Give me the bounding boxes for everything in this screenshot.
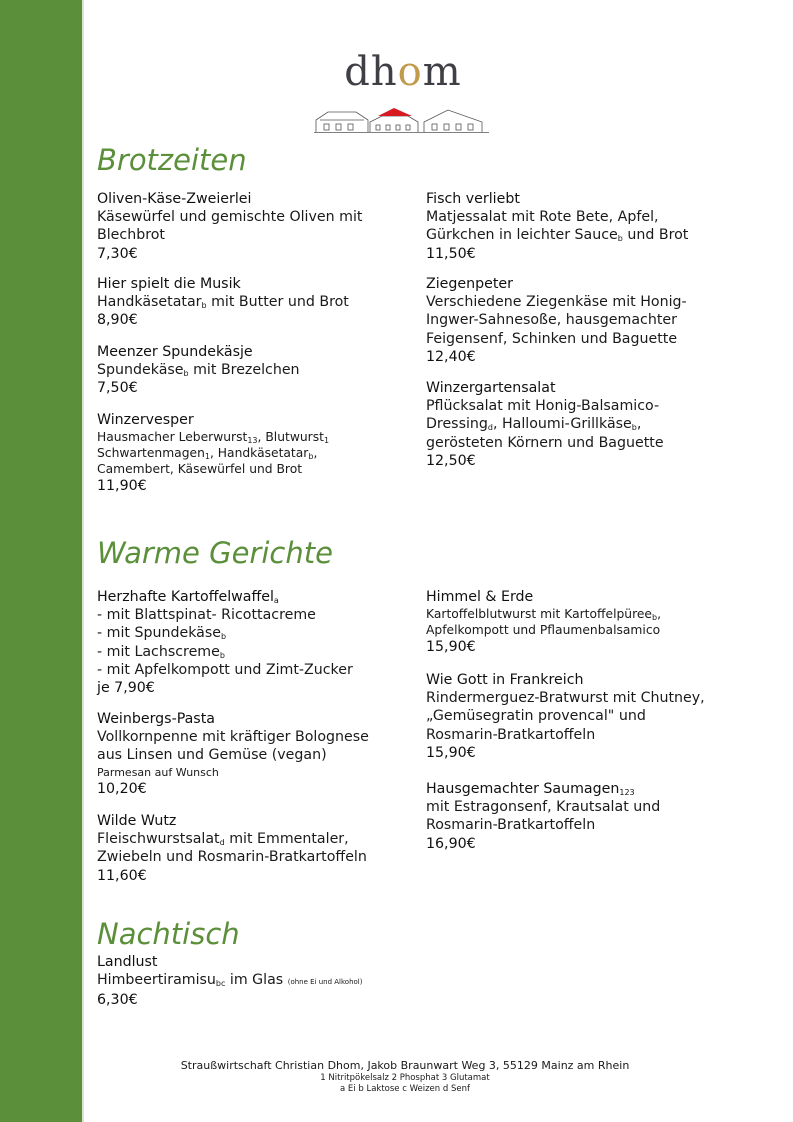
item-name: Himmel & Erde — [426, 589, 534, 605]
item-note: (ohne Ei und Alkohol) — [287, 978, 363, 987]
item-description: Rosmarin-Bratkartoffeln — [426, 726, 596, 743]
menu-item-musik — [97, 275, 349, 330]
item-name: Winzergartensalat — [426, 380, 556, 396]
menu-item-saumagen — [426, 780, 660, 853]
item-name: Landlust — [97, 954, 158, 970]
menu-item-vesper — [97, 411, 329, 495]
item-price: 11,50€ — [426, 245, 476, 262]
dhom-logo: dhom — [344, 49, 462, 95]
item-description: Käsewürfel und gemischte Oliven mit — [97, 209, 363, 226]
item-option: - mit Spundekäse$_b$ — [97, 625, 227, 642]
item-name: Fisch verliebt — [426, 191, 520, 207]
item-price: 10,20€ — [97, 780, 147, 797]
item-name: Herzhafte Kartoffelwaffel$_a$ — [97, 589, 279, 605]
item-price: 12,50€ — [426, 452, 476, 469]
item-option: - mit Lachscreme$_b$ — [97, 643, 225, 660]
item-description: Schwartenmagen$_1$, Handkäsetatar$_b$, — [97, 446, 318, 462]
section-title-warme-gerichte: Warme Gerichte — [97, 536, 333, 570]
item-price: 6,30€ — [97, 992, 138, 1009]
menu-item-weinbergs-pasta — [97, 710, 369, 798]
item-description: Matjessalat mit Rote Bete, Apfel, — [426, 209, 659, 226]
menu-item-winzergartensalat — [426, 379, 664, 470]
item-price: 11,90€ — [97, 478, 147, 495]
menu-item-wilde-wutz — [97, 812, 367, 885]
item-description: Rindermerguez-Bratwurst mit Chutney, — [426, 690, 705, 707]
green-sidebar — [0, 0, 84, 1122]
footer — [100, 1058, 710, 1095]
item-name: Weinbergs-Pasta — [97, 711, 215, 727]
item-name: Oliven-Käse-Zweierlei — [97, 191, 252, 207]
item-price: 15,90€ — [426, 639, 476, 656]
item-description: „Gemüsegratin provencal" und — [426, 708, 646, 725]
item-description: Handkäsetatar$_b$ mit Butter und Brot — [97, 294, 349, 311]
menu-item-kartoffelwaffel — [97, 588, 353, 697]
footer-address: Straußwirtschaft Christian Dhom, Jakob Braunwart Weg 3, 55129 Mainz am Rhein — [180, 1059, 630, 1072]
menu-item-spundekaese — [97, 343, 300, 398]
item-description: Spundekäse$_b$ mit Brezelchen — [97, 362, 300, 379]
item-name: Hausgemachter Saumagen$_{123}$ — [426, 781, 635, 797]
item-name: Winzervesper — [97, 412, 194, 428]
item-description: Vollkornpenne mit kräftiger Bolognese — [97, 729, 369, 746]
menu-item-himmel-erde — [426, 588, 661, 656]
item-description: Gürkchen in leichter Sauce$_b$ und Brot — [426, 227, 689, 244]
item-option: - mit Blattspinat- Ricottacreme — [97, 607, 316, 624]
item-price: 8,90€ — [97, 312, 138, 329]
item-description: Dressing$_d$, Halloumi-Grillkäse$_b$, — [426, 416, 642, 433]
item-note: Parmesan auf Wunsch — [97, 765, 219, 779]
item-description: Himbeertiramisu$_{bc}$ im Glas (ohne Ei und Alkohol) — [97, 972, 363, 989]
item-price: 12,40€ — [426, 348, 476, 365]
menu-item-ziegenpeter — [426, 275, 687, 366]
item-description: Verschiedene Ziegenkäse mit Honig- — [426, 294, 687, 311]
item-name: Meenzer Spundekäsje — [97, 344, 253, 360]
allergens-legend: a Ei b Laktose c Weizen d Senf — [340, 1084, 470, 1094]
item-description: Camembert, Käsewürfel und Brot — [97, 462, 303, 477]
houses-illustration — [314, 106, 489, 134]
item-name: Ziegenpeter — [426, 276, 513, 292]
item-price: je 7,90€ — [97, 680, 155, 697]
item-name: Hier spielt die Musik — [97, 276, 241, 292]
item-description: Ingwer-Sahnesoße, hausgemachter — [426, 312, 677, 329]
item-description: Blechbrot — [97, 227, 165, 244]
item-description: gerösteten Körnern und Baguette — [426, 434, 664, 451]
item-description: Hausmacher Leberwurst$_{13}$, Blutwurst$_1$ — [97, 430, 330, 446]
section-title-brotzeiten: Brotzeiten — [97, 143, 247, 177]
item-price: 15,90€ — [426, 744, 476, 761]
menu-item-landlust — [97, 953, 363, 1010]
item-description: aus Linsen und Gemüse (vegan) — [97, 747, 327, 764]
item-name: Wilde Wutz — [97, 813, 177, 829]
item-description: mit Estragonsenf, Krautsalat und — [426, 799, 661, 816]
menu-item-wie-gott — [426, 671, 705, 762]
item-description: Fleischwurstsalat$_d$ mit Emmentaler, — [97, 831, 349, 848]
item-price: 16,90€ — [426, 835, 476, 852]
menu-item-fisch — [426, 190, 688, 263]
item-description: Rosmarin-Bratkartoffeln — [426, 817, 596, 834]
item-description: Apfelkompott und Pflaumenbalsamico — [426, 623, 661, 638]
item-description: Feigensenf, Schinken und Baguette — [426, 330, 678, 347]
item-name: Wie Gott in Frankreich — [426, 672, 584, 688]
item-description: Pflücksalat mit Honig-Balsamico- — [426, 398, 660, 415]
item-price: 11,60€ — [97, 867, 147, 884]
additives-legend: 1 Nitritpökelsalz 2 Phosphat 3 Glutamat — [320, 1073, 490, 1083]
menu-item-oliven — [97, 190, 362, 263]
item-description: Zwiebeln und Rosmarin-Bratkartoffeln — [97, 849, 367, 866]
item-price: 7,50€ — [97, 380, 138, 397]
item-price: 7,30€ — [97, 245, 138, 262]
item-description: Kartoffelblutwurst mit Kartoffelpüree$_b$, — [426, 607, 661, 623]
item-option: - mit Apfelkompott und Zimt-Zucker — [97, 661, 353, 678]
section-title-nachtisch: Nachtisch — [97, 917, 240, 951]
